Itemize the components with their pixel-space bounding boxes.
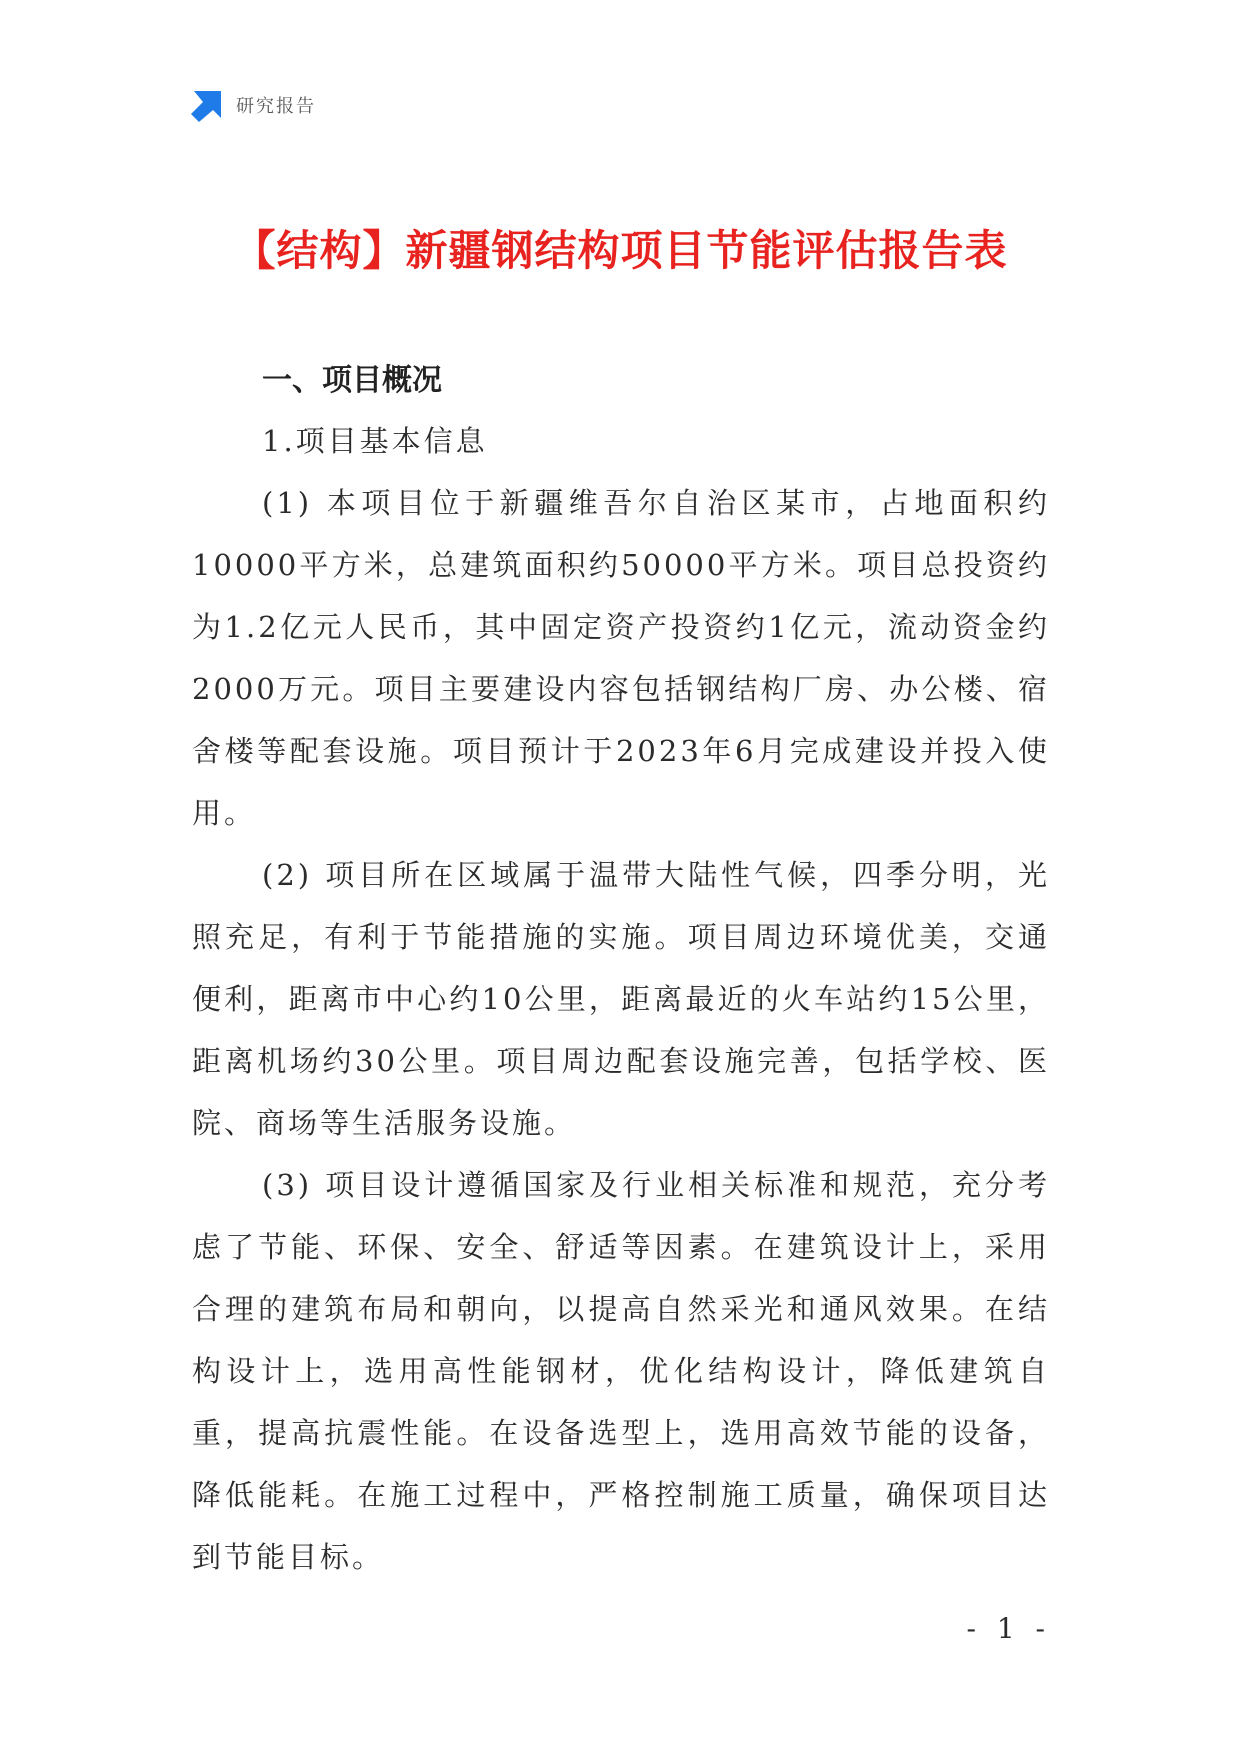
document-body: [192, 352, 1050, 1588]
page-header: [190, 88, 316, 122]
document-title: 【结构】新疆钢结构项目节能评估报告表: [233, 226, 1008, 275]
section-heading: 一、项目概况: [262, 363, 442, 398]
paragraph-1: (1) 本项目位于新疆维吾尔自治区某市，占地面积约10000平方米，总建筑面积约50000平方米。项目总投资约为1.2亿元人民币，其中固定资产投资约1亿元，流动资金约2000万元。项目主要建设内容包括钢结构厂房、办公楼、宿舍楼等配套设施。项目预计于2023年6月完成建设并投入使用。: [192, 486, 1050, 830]
arrow-up-right-icon: [190, 88, 224, 122]
paragraph-3: (3) 项目设计遵循国家及行业相关标准和规范，充分考虑了节能、环保、安全、舒适等因素。在建筑设计上，采用合理的建筑布局和朝向，以提高自然采光和通风效果。在结构设计上，选用高性能钢材，优化结构设计，降低建筑自重，提高抗震性能。在设备选型上，选用高效节能的设备，降低能耗。在施工过程中，严格控制施工质量，确保项目达到节能目标。: [192, 1168, 1050, 1574]
subsection-heading: 1.项目基本信息: [262, 424, 488, 458]
header-label: 研究报告: [236, 96, 316, 117]
page-number: - 1 -: [966, 1612, 1051, 1645]
paragraph-2: (2) 项目所在区域属于温带大陆性气候，四季分明，光照充足，有利于节能措施的实施。项目周边环境优美，交通便利，距离市中心约10公里，距离最近的火车站约15公里，距离机场约30公里。项目周边配套设施完善，包括学校、医院、商场等生活服务设施。: [192, 858, 1050, 1140]
